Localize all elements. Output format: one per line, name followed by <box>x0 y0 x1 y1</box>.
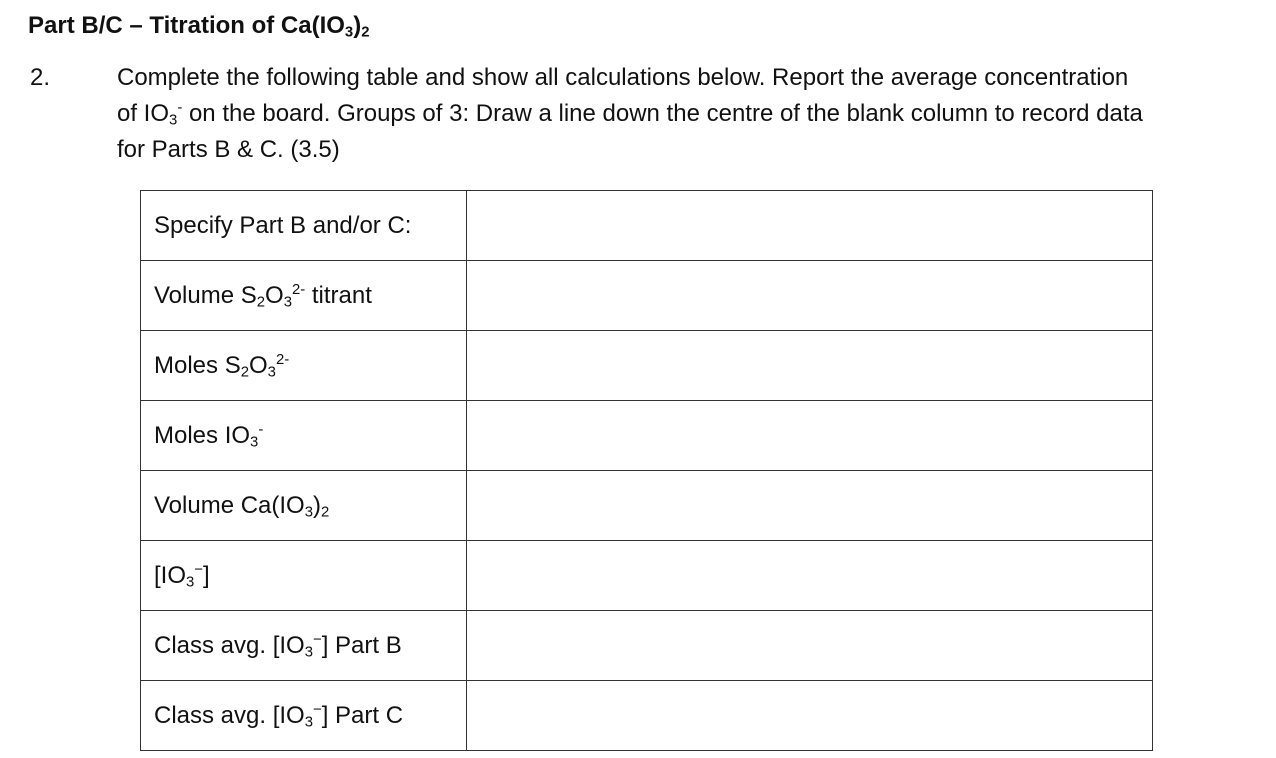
row-label-cell <box>141 471 467 541</box>
label-subscript: 3 <box>304 643 313 660</box>
row-label-cell <box>141 611 467 681</box>
label-subscript: 3 <box>267 363 276 380</box>
instructions-line-3: for Parts B & C. (3.5) <box>117 136 340 163</box>
label-text: O <box>265 281 284 309</box>
label-subscript: 3 <box>283 293 292 310</box>
table-row <box>141 261 1153 331</box>
table-body <box>141 191 1153 751</box>
row-label-cell <box>141 331 467 401</box>
question-number: 2. <box>30 64 51 91</box>
label-text: Class avg. [IO <box>154 631 305 659</box>
row-value-cell[interactable] <box>467 191 1153 261</box>
table-row <box>141 331 1153 401</box>
row-label-cell <box>141 261 467 331</box>
label-text: Class avg. [IO <box>154 701 305 729</box>
row-label-cell <box>141 191 467 261</box>
row-label-cell <box>141 681 467 751</box>
label-text: titrant <box>305 281 372 309</box>
label-text: [IO <box>154 561 187 589</box>
label-text: Specify Part B and/or C: <box>154 211 412 239</box>
instructions-line-1: Complete the following table and show all calculations below. Report the average concentration <box>117 64 1129 91</box>
label-superscript: 2- <box>291 281 306 298</box>
instructions-line-2-subscript: 3 <box>169 112 178 129</box>
table-row <box>141 401 1153 471</box>
section-heading <box>28 8 369 44</box>
table-row <box>141 471 1153 541</box>
label-superscript: − <box>313 631 322 648</box>
instructions-line-2 <box>117 96 1267 132</box>
label-text: O <box>248 351 268 379</box>
table-row <box>141 611 1153 681</box>
heading-close-paren: ) <box>353 12 362 39</box>
heading-subscript: 3 <box>344 24 354 41</box>
titration-data-table <box>140 190 1153 751</box>
row-value-cell[interactable] <box>467 681 1153 751</box>
label-superscript: 2- <box>275 351 290 368</box>
row-value-cell[interactable] <box>467 611 1153 681</box>
heading-subscript-2: 2 <box>361 24 370 41</box>
label-text: ] Part C <box>321 701 404 729</box>
label-subscript: 2 <box>256 293 266 310</box>
label-text: ) <box>313 491 322 519</box>
label-subscript: 3 <box>304 713 313 730</box>
label-text: Volume Ca(IO <box>154 491 305 519</box>
row-label-cell <box>141 401 467 471</box>
row-value-cell[interactable] <box>467 541 1153 611</box>
row-value-cell[interactable] <box>467 401 1153 471</box>
question-instructions <box>117 60 1267 168</box>
label-superscript: - <box>258 421 264 438</box>
table-row <box>141 681 1153 751</box>
label-subscript: 3 <box>186 573 195 590</box>
instructions-line-2-start: of IO <box>117 100 170 127</box>
table-row <box>141 541 1153 611</box>
label-text: ] Part B <box>321 631 402 659</box>
instructions-line-2-superscript: - <box>177 99 183 116</box>
label-superscript: − <box>313 701 322 718</box>
row-value-cell[interactable] <box>467 261 1153 331</box>
row-value-cell[interactable] <box>467 471 1153 541</box>
label-text: Moles S <box>154 351 241 379</box>
row-label-cell <box>141 541 467 611</box>
label-text: Volume S <box>154 281 257 309</box>
table-row <box>141 191 1153 261</box>
label-subscript: 3 <box>250 433 259 450</box>
label-subscript: 2 <box>321 503 330 520</box>
label-subscript: 3 <box>304 503 314 520</box>
label-superscript: − <box>194 561 203 578</box>
instructions-line-2-end: on the board. Groups of 3: Draw a line down the centre of the blank column to record data <box>182 100 1143 127</box>
label-text: Moles IO <box>154 421 251 449</box>
label-subscript: 2 <box>240 363 249 380</box>
row-value-cell[interactable] <box>467 331 1153 401</box>
heading-text: Part B/C – Titration of Ca(IO <box>28 12 345 39</box>
label-text: ] <box>202 561 210 589</box>
